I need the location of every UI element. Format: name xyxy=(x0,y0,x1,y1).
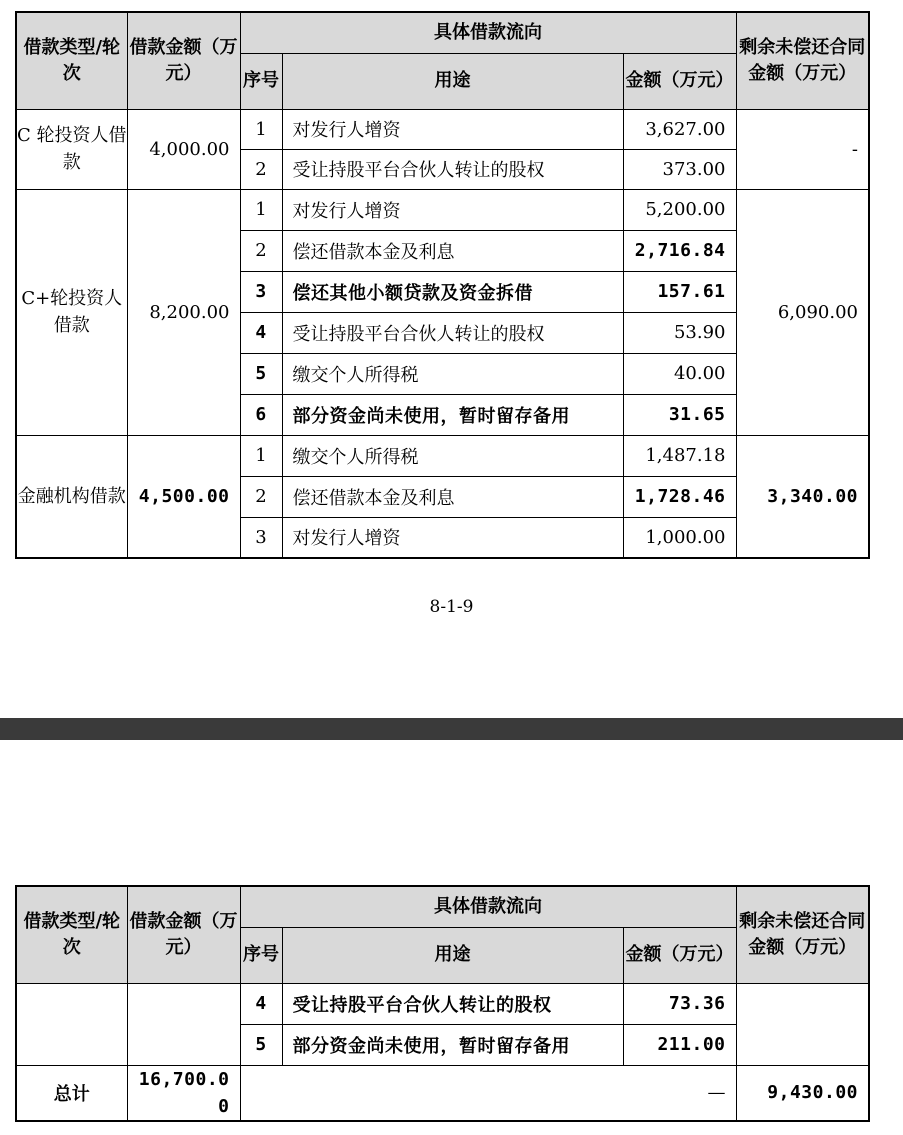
seq-cell: 5 xyxy=(240,1024,282,1065)
usage-cell: 缴交个人所得税 xyxy=(282,353,623,394)
loan-amount-cell: 4,000.00 xyxy=(127,109,240,189)
loan-flow-table-page2 xyxy=(15,885,870,1122)
amount-cell: 1,000.00 xyxy=(623,517,736,558)
remaining-cell xyxy=(736,983,869,1065)
header-loan-type: 借款类型/轮次 xyxy=(16,12,127,109)
header-usage: 用途 xyxy=(282,927,623,983)
amount-cell: 53.90 xyxy=(623,312,736,353)
header-seq: 序号 xyxy=(240,927,282,983)
table-row xyxy=(16,109,869,149)
usage-cell: 对发行人增资 xyxy=(282,189,623,230)
amount-cell: 31.65 xyxy=(623,394,736,435)
seq-cell: 4 xyxy=(240,312,282,353)
table-row xyxy=(16,983,869,1024)
seq-cell: 2 xyxy=(240,476,282,517)
total-amount: 16,700.00 xyxy=(127,1065,240,1121)
page-divider xyxy=(0,718,903,740)
total-row xyxy=(16,1065,869,1121)
amount-cell: 40.00 xyxy=(623,353,736,394)
loan-flow-table-page1 xyxy=(15,11,870,559)
total-remaining: 9,430.00 xyxy=(736,1065,869,1121)
header-loan-amount: 借款金额（万元） xyxy=(127,12,240,109)
amount-cell: 73.36 xyxy=(623,983,736,1024)
header-remaining: 剩余未偿还合同金额（万元） xyxy=(736,886,869,983)
header-loan-amount: 借款金额（万元） xyxy=(127,886,240,983)
header-usage: 用途 xyxy=(282,53,623,109)
seq-cell: 1 xyxy=(240,189,282,230)
total-flow: — xyxy=(240,1065,736,1121)
amount-cell: 2,716.84 xyxy=(623,230,736,271)
usage-cell: 偿还借款本金及利息 xyxy=(282,230,623,271)
usage-cell: 部分资金尚未使用，暂时留存备用 xyxy=(282,1024,623,1065)
loan-amount-cell: 8,200.00 xyxy=(127,189,240,435)
seq-cell: 1 xyxy=(240,109,282,149)
remaining-cell: - xyxy=(736,109,869,189)
header-remaining: 剩余未偿还合同金额（万元） xyxy=(736,12,869,109)
amount-cell: 1,487.18 xyxy=(623,435,736,476)
amount-cell: 211.00 xyxy=(623,1024,736,1065)
amount-cell: 157.61 xyxy=(623,271,736,312)
table-row xyxy=(16,435,869,476)
loan-type-cell: 金融机构借款 xyxy=(16,435,127,558)
usage-cell: 偿还借款本金及利息 xyxy=(282,476,623,517)
header-loan-type: 借款类型/轮次 xyxy=(16,886,127,983)
usage-cell: 对发行人增资 xyxy=(282,517,623,558)
remaining-cell: 3,340.00 xyxy=(736,435,869,558)
seq-cell: 3 xyxy=(240,271,282,312)
usage-cell: 对发行人增资 xyxy=(282,109,623,149)
header-flow-group: 具体借款流向 xyxy=(240,12,736,53)
seq-cell: 1 xyxy=(240,435,282,476)
header-seq: 序号 xyxy=(240,53,282,109)
seq-cell: 3 xyxy=(240,517,282,558)
usage-cell: 偿还其他小额贷款及资金拆借 xyxy=(282,271,623,312)
loan-type-cell xyxy=(16,983,127,1065)
seq-cell: 2 xyxy=(240,149,282,189)
amount-cell: 3,627.00 xyxy=(623,109,736,149)
amount-cell: 5,200.00 xyxy=(623,189,736,230)
loan-type-cell: C+轮投资人借款 xyxy=(16,189,127,435)
header-flow-group: 具体借款流向 xyxy=(240,886,736,927)
header-amount: 金额（万元） xyxy=(623,927,736,983)
seq-cell: 2 xyxy=(240,230,282,271)
loan-amount-cell: 4,500.00 xyxy=(127,435,240,558)
page-number: 8-1-9 xyxy=(429,597,474,617)
total-label: 总计 xyxy=(16,1065,127,1121)
usage-cell: 部分资金尚未使用，暂时留存备用 xyxy=(282,394,623,435)
loan-type-cell: C 轮投资人借款 xyxy=(16,109,127,189)
usage-cell: 缴交个人所得税 xyxy=(282,435,623,476)
seq-cell: 4 xyxy=(240,983,282,1024)
amount-cell: 373.00 xyxy=(623,149,736,189)
header-amount: 金额（万元） xyxy=(623,53,736,109)
seq-cell: 5 xyxy=(240,353,282,394)
amount-cell: 1,728.46 xyxy=(623,476,736,517)
usage-cell: 受让持股平台合伙人转让的股权 xyxy=(282,983,623,1024)
table-row xyxy=(16,189,869,230)
seq-cell: 6 xyxy=(240,394,282,435)
usage-cell: 受让持股平台合伙人转让的股权 xyxy=(282,149,623,189)
loan-amount-cell xyxy=(127,983,240,1065)
usage-cell: 受让持股平台合伙人转让的股权 xyxy=(282,312,623,353)
remaining-cell: 6,090.00 xyxy=(736,189,869,435)
